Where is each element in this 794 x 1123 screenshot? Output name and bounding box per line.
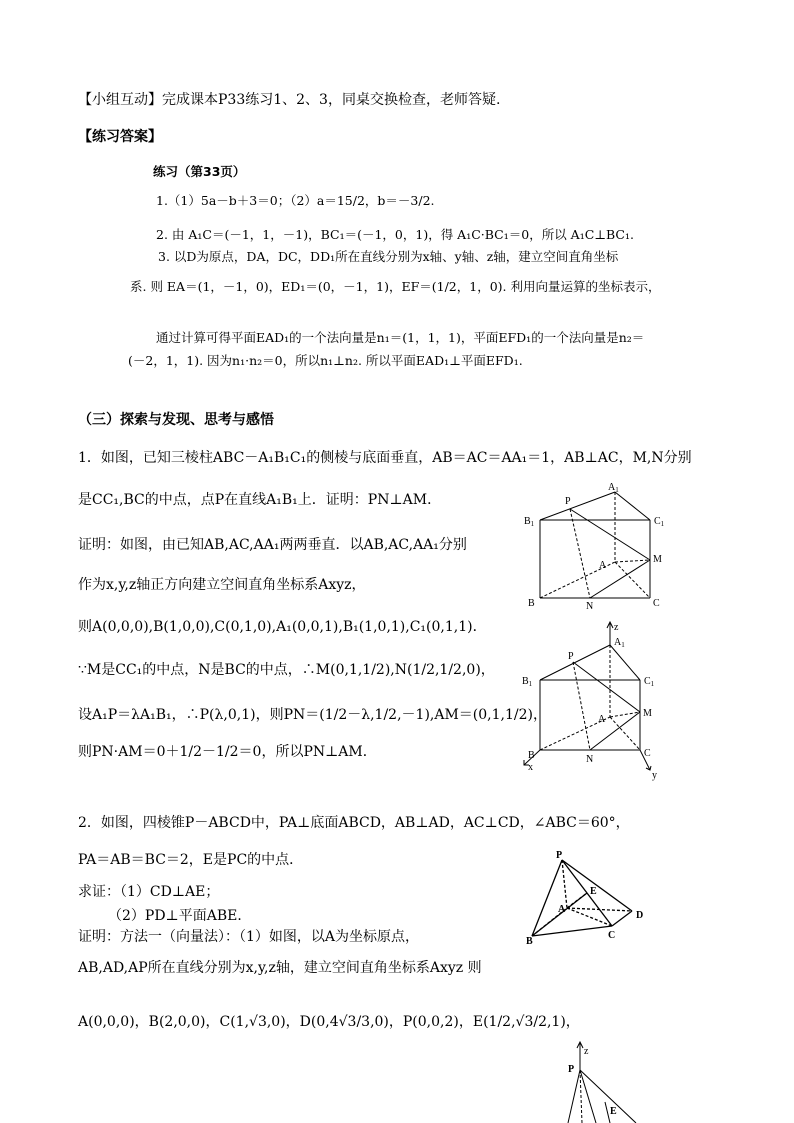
label2-x: x [528,762,533,773]
exercise-line-1: 1.（1）5a－b＋3＝0；（2）a＝15/2，b＝－3/2. [156,193,435,208]
label-A1: $A_1$ [608,482,619,494]
problem1-proof-b: 作为x,y,z轴正方向建立空间直角坐标系Axyz， [78,577,366,593]
label-P: P [565,496,571,507]
label3-B: B [526,936,533,947]
exercise-line-4a: 通过计算可得平面EAD₁的一个法向量是n₁＝(1，1，1)，平面EFD₁的一个法向量是n₂＝ [156,330,645,345]
label2-A: A [598,714,606,725]
label4-E: E [610,1106,617,1117]
problem2-method-b: AB,AD,AP所在直线分别为x,y,z轴，建立空间直角坐标系Axyz 则 [78,960,482,976]
section-heading: （三）探索与发现、思考与感悟 [78,412,274,428]
label-C: C [653,598,660,609]
label2-N: N [586,754,594,765]
label2-P: P [568,651,574,662]
pyramid-figure-1 [520,848,660,948]
pyramid-figure-2 [550,1040,650,1123]
label3-A: A [558,904,566,915]
problem1-coords: 则A(0,0,0),B(1,0,0),C(0,1,0),A₁(0,0,1),B₁(1,0,1),C₁(0,1,1)． [78,619,487,635]
label2-B: B [528,750,535,761]
problem1-setup: 设A₁P＝λA₁B₁，∴P(λ,0,1)，则PN＝(1/2－λ,1/2,－1),AM＝(0,1,1/2)， [78,707,547,723]
problem2-coords: A(0,0,0)，B(2,0,0)，C(1,√3,0)，D(0,4√3/3,0)，P(0,0,2)，E(1/2,√3/2,1)， [78,1014,580,1030]
label2-A1: $A_1$ [614,637,625,649]
problem2-statement-a: 2．如图，四棱锥P－ABCD中，PA⊥底面ABCD，AB⊥AD，AC⊥CD，∠ABC＝60°， [78,815,630,831]
exercise-line-2: 2. 由 A₁C＝(－1，1，－1)，BC₁＝(－1，0，1)，得 A₁C·BC₁＝0，所以 A₁C⊥BC₁. [156,227,634,242]
exercise-line-4b: (－2，1，1). 因为n₁·n₂＝0，所以n₁⊥n₂. 所以平面EAD₁⊥平面EFD₁. [128,353,523,368]
label2-B1: $B_1$ [522,676,533,688]
problem2-prove-2: （2）PD⊥平面ABE． [108,908,252,924]
label-C1: $C_1$ [654,516,665,528]
label4-P: P [568,1064,575,1075]
prism-figure-1 [520,482,700,612]
group-activity-line: 【小组互动】完成课本P33练习1、2、3，同桌交换检查，老师答疑. [78,92,501,108]
label-M: M [653,554,662,565]
label2-C1: $C_1$ [644,676,655,688]
label3-C: C [608,930,616,941]
exercise-title: 练习（第33页） [153,164,246,179]
problem2-method-a: 证明：方法一（向量法）：（1）如图，以A为坐标原点， [78,929,420,945]
label3-D: D [636,910,644,921]
problem2-statement-b: PA＝AB＝BC＝2，E是PC的中点． [78,852,304,868]
label-N: N [586,601,594,612]
label-z: z [614,622,619,633]
problem2-prove-1: 求证：（1）CD⊥AE； [78,884,220,900]
problem1-midpoints: ∵M是CC₁的中点，N是BC的中点，∴M(0,1,1/2),N(1/2,1/2,0)， [78,662,495,678]
label-B1: $B_1$ [524,516,535,528]
problem1-conclusion: 则PN·AM＝0＋1/2－1/2＝0，所以PN⊥AM． [78,744,377,760]
prism-figure-2 [518,620,698,785]
label-B: B [528,598,535,609]
label3-E: E [590,886,597,897]
exercise-line-3a: 3. 以D为原点，DA，DC，DD₁所在直线分别为x轴、y轴、z轴，建立空间直角坐标 [158,249,619,264]
label4-z: z [584,1046,589,1057]
problem1-proof-a: 证明：如图，由已知AB,AC,AA₁两两垂直．以AB,AC,AA₁分别 [78,537,467,553]
label2-C: C [644,748,651,759]
label2-y: y [652,770,657,781]
problem1-statement-b: 是CC₁,BC的中点，点P在直线A₁B₁上．证明：PN⊥AM． [78,492,442,508]
label3-P: P [556,850,563,861]
answer-title: 【练习答案】 [78,129,162,145]
label-A: A [599,560,607,571]
exercise-line-3b: 系. 则 EA＝(1，－1，0)，ED₁＝(0，－1，1)，EF＝(1/2，1，0). 利用向量运算的坐标表示， [130,279,661,294]
label2-M: M [643,708,652,719]
problem1-statement-a: 1．如图，已知三棱柱ABC－A₁B₁C₁的侧棱与底面垂直，AB＝AC＝AA₁＝1，AB⊥AC，M,N分别 [78,450,692,466]
